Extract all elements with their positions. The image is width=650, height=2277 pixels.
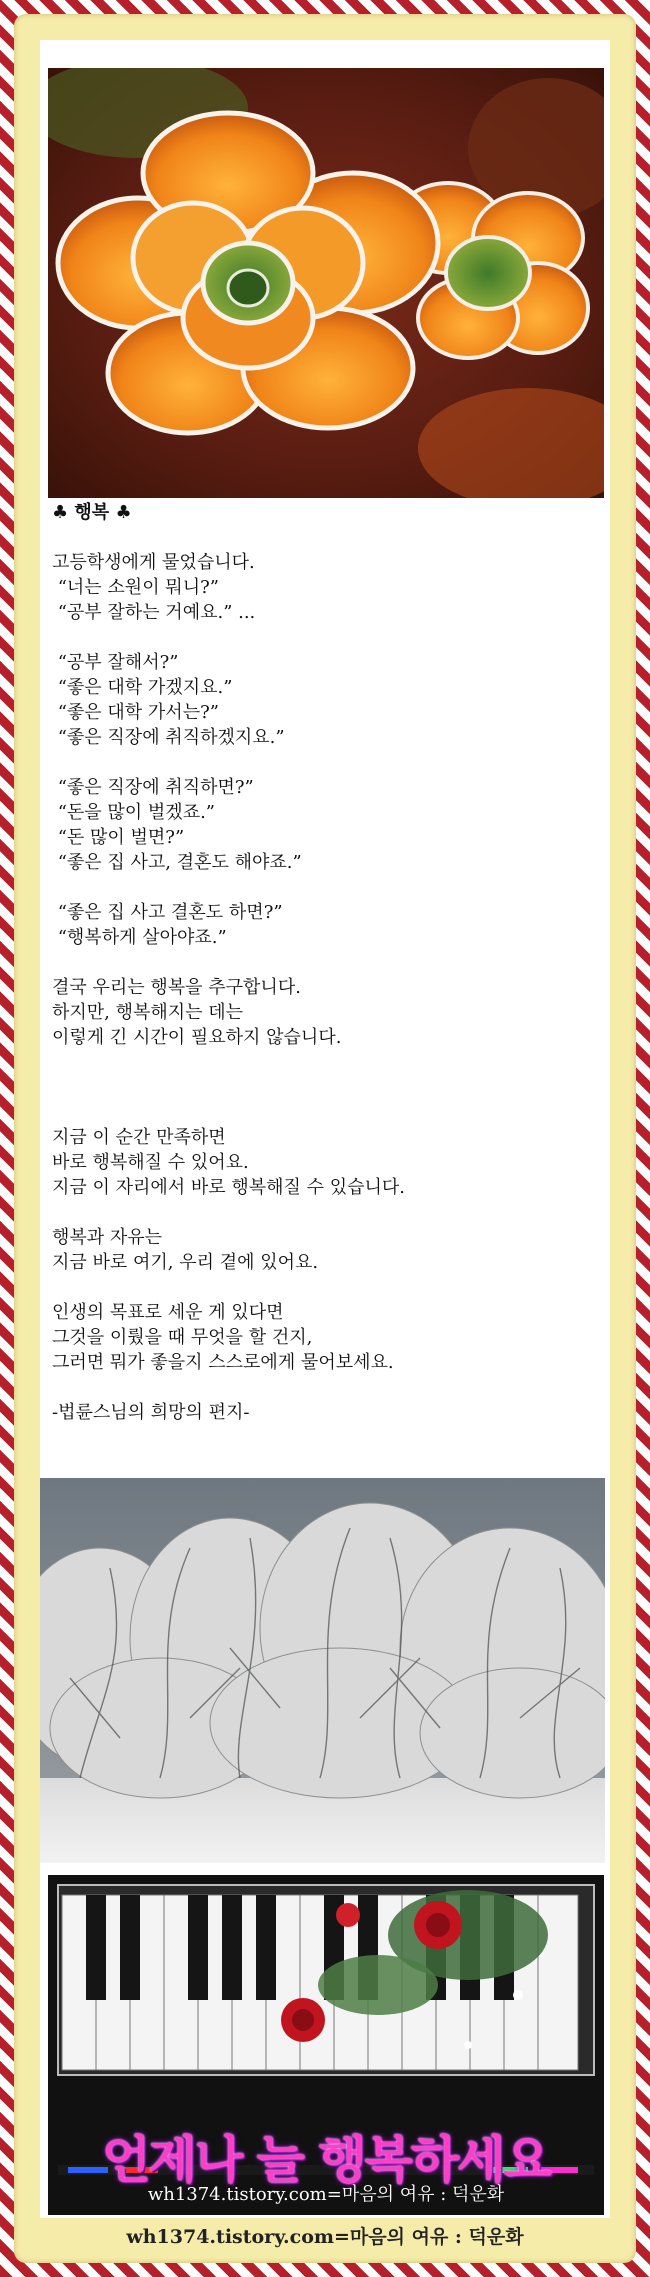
- poem-line: 이렇게 긴 시간이 필요하지 않습니다.: [52, 1027, 342, 1048]
- footer-url: wh1374.tistory.com=마음의 여유 : 덕운화: [126, 2226, 524, 2248]
- banner-title: 언제나 늘 행복하세요: [102, 2131, 550, 2189]
- poem-line: 그러면 뭐가 좋을지 스스로에게 물어보세요.: [52, 1352, 394, 1373]
- poem-line: 하지만, 행복해지는 데는: [52, 1002, 244, 1023]
- poem-line: 행복과 자유는: [52, 1227, 163, 1248]
- poem-line: 인생의 목표로 세운 게 있다면: [52, 1302, 284, 1323]
- poem-line: “공부 잘하는 거예요.” ...: [52, 602, 256, 623]
- poem-line: 결국 우리는 행복을 추구합니다.: [52, 977, 301, 998]
- poem-line: “너는 소원이 뭐니?”: [52, 577, 219, 598]
- piano-banner: [48, 1875, 604, 2215]
- poem-line: “좋은 대학 가겠지요.”: [52, 677, 233, 698]
- poem-line: “돈을 많이 벌겠죠.”: [52, 802, 216, 823]
- snowy-trees-image: [40, 1478, 605, 1863]
- poem-line: 지금 바로 여기, 우리 곁에 있어요.: [52, 1252, 319, 1273]
- poem-line: 바로 행복해질 수 있어요.: [52, 1152, 249, 1173]
- poem-line: “행복하게 살아야죠.”: [52, 927, 227, 948]
- poem-line: “돈 많이 벌면?”: [52, 827, 185, 848]
- poem-line: “좋은 대학 가서는?”: [52, 702, 219, 723]
- poem-line: “공부 잘해서?”: [52, 652, 179, 673]
- frosted-flower-image: [48, 68, 604, 498]
- poem-line: “좋은 직장에 취직하겠지요.”: [52, 727, 285, 748]
- poem-line: 지금 이 순간 만족하면: [52, 1127, 226, 1148]
- poem-line: 고등학생에게 물었습니다.: [52, 552, 255, 573]
- frosted-flower-photo: [48, 68, 604, 498]
- poem-title: ♣ 행복 ♣: [52, 502, 132, 523]
- poem-line: “좋은 직장에 취직하면?”: [52, 777, 254, 798]
- poem-line: 지금 이 자리에서 바로 행복해질 수 있습니다.: [52, 1177, 406, 1198]
- poem-line: “좋은 집 사고, 결혼도 해야죠.”: [52, 852, 302, 873]
- poem-text: [52, 500, 602, 1425]
- snowy-trees-photo: [40, 1478, 605, 1863]
- poem-line: 그것을 이뤘을 때 무엇을 할 건지,: [52, 1327, 313, 1348]
- poem-source: -법륜스님의 희망의 편지-: [52, 1402, 250, 1423]
- banner-url: wh1374.tistory.com=마음의 여유 : 덕운화: [147, 2184, 505, 2205]
- poem-line: “좋은 집 사고 결혼도 하면?”: [52, 902, 283, 923]
